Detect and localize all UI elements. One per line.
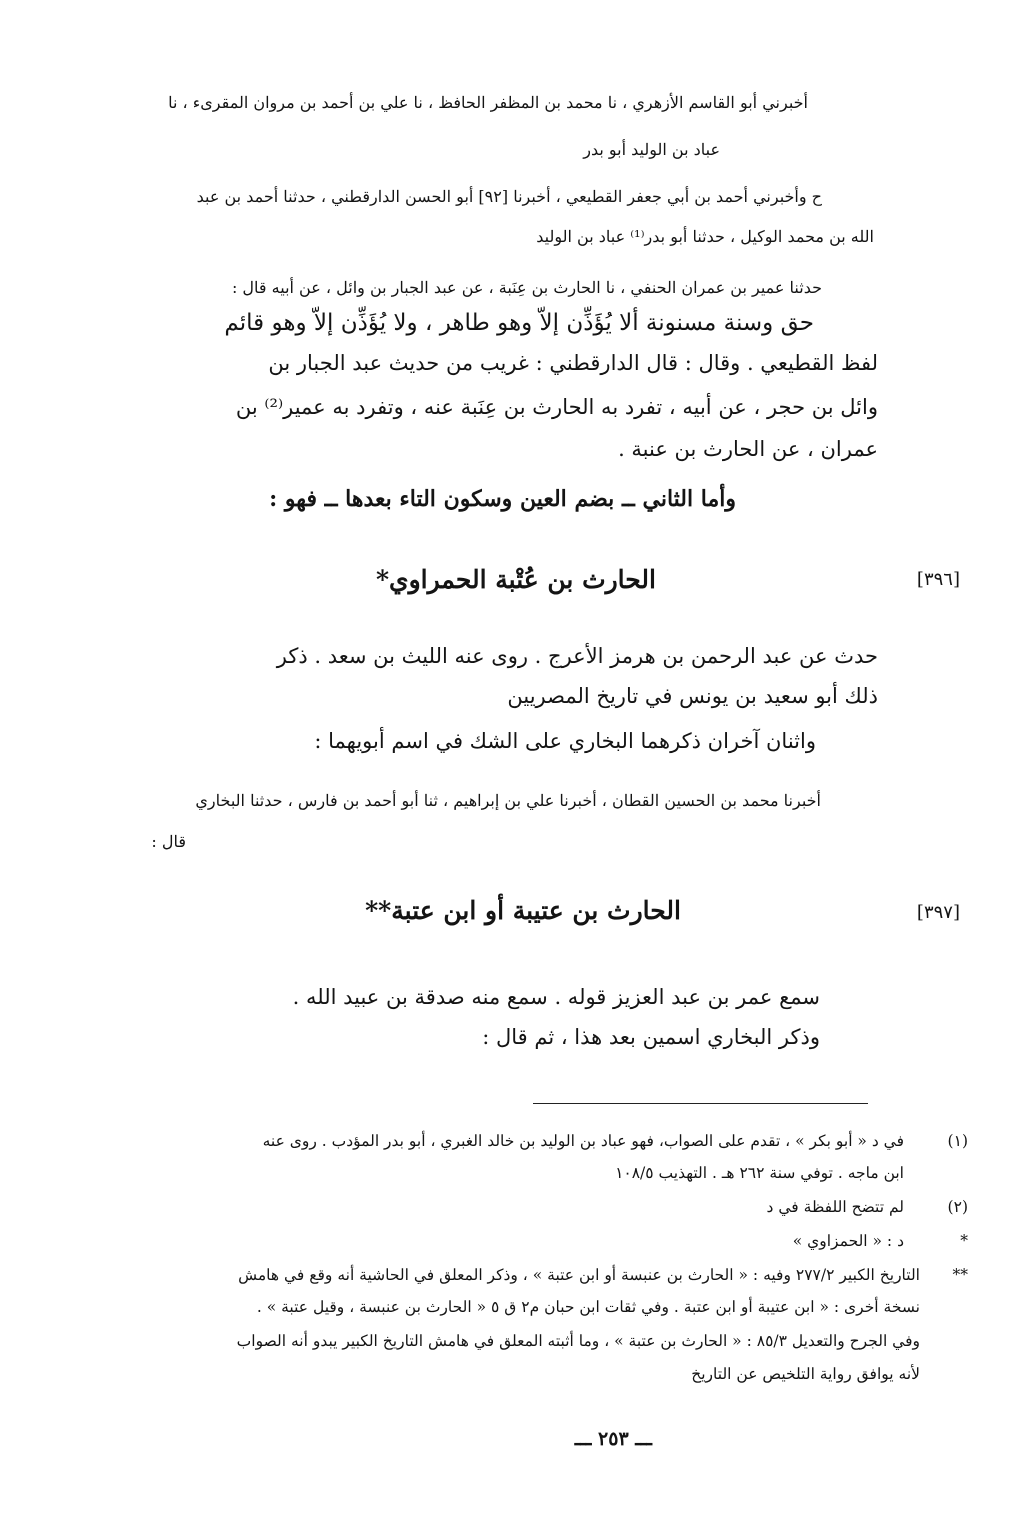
footnote-double-star-line-1: التاريخ الكبير ٢٧٧/٢ وفيه : « الحارث بن عنبسة أو ابن عتبة » ، وذكر المعلق في الحاشية أنه وقع في هامش (238, 1266, 920, 1284)
footnote-2-line-1: لم تتضح اللفظة في د (766, 1198, 904, 1216)
comment-line-1: لفظ القطيعي . وقال : قال الدارقطني : غريب من حديث عبد الجبار بن (268, 351, 878, 375)
footnote-2-marker: (٢) (947, 1198, 968, 1216)
hadith-text: حق وسنة مسنونة ألا يُؤَذِّن إلاّ وهو طاهر ، ولا يُؤَذِّن إلاّ وهو قائم (224, 310, 814, 336)
footnote-1-line-2: ابن ماجه . توفي سنة ٢٦٢ هـ . التهذيب ١٠٨/٥ (615, 1164, 904, 1182)
entry-396-title: الحارث بن عُتْبة الحمراوي* (375, 565, 656, 594)
entry-397-number: [٣٩٧] (916, 902, 960, 923)
entry-396-line-2: ذلك أبو سعيد بن يونس في تاريخ المصريين (507, 684, 878, 708)
isnad-4-line-2: قال : (151, 832, 186, 851)
entry-396-line-3: واثنان آخران ذكرهما البخاري على الشك في اسم أبويهما : (314, 729, 816, 753)
footnote-star-line-1: د : « الحمزاوي » (792, 1232, 904, 1250)
footnote-1-marker: (١) (947, 1132, 968, 1150)
section-heading: وأما الثاني ــ بضم العين وسكون التاء بعدها ــ فهو : (269, 486, 736, 512)
footnote-separator (533, 1103, 868, 1104)
isnad-2-line-2: الله بن محمد الوكيل ، حدثنا أبو بدر⁽¹⁾ عباد بن الوليد (536, 227, 874, 246)
footnote-1-line-1: في د « أبو بكر » ، تقدم على الصواب، فهو عباد بن الوليد بن خالد الغبري ، أبو بدر المؤدب . روى عنه (262, 1132, 904, 1150)
entry-396-line-1: حدث عن عبد الرحمن بن هرمز الأعرج . روى عنه الليث بن سعد . ذكر (276, 644, 878, 668)
entry-396-number: [٣٩٦] (916, 569, 960, 590)
isnad-1-line-1: أخبرني أبو القاسم الأزهري ، نا محمد بن المظفر الحافظ ، نا علي بن أحمد بن مروان المقرىء ، نا (168, 93, 808, 112)
comment-line-3: عمران ، عن الحارث بن عنبة . (618, 437, 878, 461)
isnad-4-line-1: أخبرنا محمد بن الحسين القطان ، أخبرنا علي بن إبراهيم ، ثنا أبو أحمد بن فارس ، حدثنا البخاري (195, 791, 821, 810)
footnote-double-star-line-4: لأنه يوافق رواية التلخيص عن التاريخ (691, 1365, 920, 1383)
page-number: ـــ ٢٥٣ ـــ (574, 1428, 652, 1450)
isnad-1-line-2: عباد بن الوليد أبو بدر (583, 140, 720, 159)
isnad-2-line-1: ح وأخبرني أحمد بن أبي جعفر القطيعي ، أخبرنا [٩٢] أبو الحسن الدارقطني ، حدثنا أحمد بن عبد (196, 187, 822, 206)
entry-397-title: الحارث بن عتيبة أو ابن عتبة** (365, 896, 681, 925)
comment-line-2: وائل بن حجر ، عن أبيه ، تفرد به الحارث بن عِنَبة عنه ، وتفرد به عمير⁽²⁾ بن (235, 395, 878, 419)
entry-397-line-1: سمع عمر بن عبد العزيز قوله . سمع منه صدقة بن عبيد الله . (292, 985, 820, 1009)
isnad-3-line-1: حدثنا عمير بن عمران الحنفي ، نا الحارث بن عِنَبة ، عن عبد الجبار بن وائل ، عن أبيه قال : (231, 278, 822, 297)
footnote-double-star-line-3: وفي الجرح والتعديل ٨٥/٣ : « الحارث بن عتبة » ، وما أثبته المعلق في هامش التاريخ الكبير يبدو أنه الصواب (236, 1332, 920, 1350)
footnote-star-marker: * (960, 1232, 968, 1250)
footnote-double-star-line-2: نسخة أخرى : « ابن عتيبة أو ابن عتبة . وفي ثقات ابن حبان م٢ ق ٥ « الحارث بن عنبسة ، وقيل عتبة » . (256, 1298, 920, 1316)
footnote-double-star-marker: ** (952, 1266, 968, 1284)
entry-397-line-2: وذكر البخاري اسمين بعد هذا ، ثم قال : (482, 1025, 820, 1049)
